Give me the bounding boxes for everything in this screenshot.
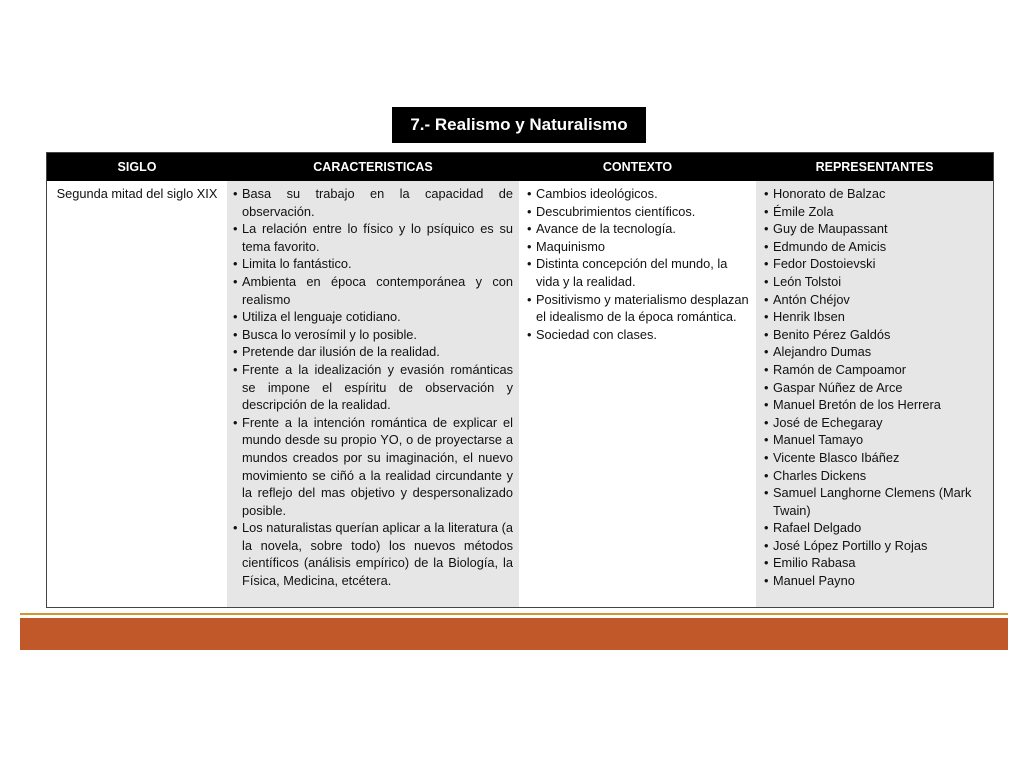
header-siglo: SIGLO [117, 160, 157, 174]
slide-title: 7.- Realismo y Naturalismo [392, 107, 646, 143]
representante-item: • Manuel Bretón de los Herrera [764, 396, 987, 414]
caracteristica-item: • Utiliza el lenguaje cotidiano. [233, 308, 513, 326]
representante-item: • Manuel Tamayo [764, 431, 987, 449]
caracteristica-item: • Limita lo fantástico. [233, 255, 513, 273]
representante-item: • Guy de Maupassant [764, 220, 987, 238]
representante-item: • Benito Pérez Galdós [764, 326, 987, 344]
contexto-item: • Positivismo y materialismo desplazan el idealismo de la época romántica. [527, 291, 750, 326]
representante-item: • Manuel Payno [764, 572, 987, 590]
representantes-list [764, 185, 987, 590]
representante-item: • Ramón de Campoamor [764, 361, 987, 379]
representante-item: • Rafael Delgado [764, 519, 987, 537]
caracteristica-item: • Pretende dar ilusión de la realidad. [233, 343, 513, 361]
contexto-item: • Sociedad con clases. [527, 326, 750, 344]
footer-accent-line [20, 613, 1008, 615]
header-caracteristicas: CARACTERISTICAS [313, 160, 433, 174]
comparison-table [46, 152, 994, 608]
cell-representantes [756, 181, 993, 607]
caracteristica-item: • Frente a la intención romántica de explicar el mundo desde su propio YO, o de proyectarse a mundos creados por su imaginación, el nuevo movimiento se ciñó a la realidad circundante y la reflejo del mas objetivo y despersonalizado posible. [233, 414, 513, 520]
header-representantes: REPRESENTANTES [815, 160, 934, 174]
footer-band [20, 618, 1008, 650]
representante-item: • José López Portillo y Rojas [764, 537, 987, 555]
table-header-row [47, 153, 993, 181]
representante-item: • Vicente Blasco Ibáñez [764, 449, 987, 467]
cell-contexto [519, 181, 756, 607]
header-contexto: CONTEXTO [602, 160, 673, 174]
siglo-text: Segunda mitad del siglo XIX [56, 186, 218, 201]
representante-item: • Emilio Rabasa [764, 554, 987, 572]
caracteristica-item: • La relación entre lo físico y lo psíquico es su tema favorito. [233, 220, 513, 255]
caracteristica-item: • Ambienta en época contemporánea y con realismo [233, 273, 513, 308]
representante-item: • Alejandro Dumas [764, 343, 987, 361]
representante-item: • Henrik Ibsen [764, 308, 987, 326]
contexto-item: • Maquinismo [527, 238, 750, 256]
representante-item: • Samuel Langhorne Clemens (Mark Twain) [764, 484, 987, 519]
caracteristica-item: • Frente a la idealización y evasión románticas se impone el espíritu de observación y descripción de la realidad. [233, 361, 513, 414]
representante-item: • Edmundo de Amicis [764, 238, 987, 256]
representante-item: • Émile Zola [764, 203, 987, 221]
contexto-list [527, 185, 750, 343]
contexto-item: • Descubrimientos científicos. [527, 203, 750, 221]
caracteristica-item: • Basa su trabajo en la capacidad de observación. [233, 185, 513, 220]
contexto-item: • Distinta concepción del mundo, la vida y la realidad. [527, 255, 750, 290]
caracteristica-item: • Los naturalistas querían aplicar a la literatura (a la novela, sobre todo) los nuevos métodos científicos (análisis empírico) de la Biología, la Física, Medicina, etcétera. [233, 519, 513, 589]
representante-item: • Fedor Dostoievski [764, 255, 987, 273]
caracteristicas-list [233, 185, 513, 590]
representante-item: • León Tolstoi [764, 273, 987, 291]
representante-item: • Antón Chéjov [764, 291, 987, 309]
representante-item: • Charles Dickens [764, 467, 987, 485]
contexto-item: • Cambios ideológicos. [527, 185, 750, 203]
cell-caracteristicas [227, 181, 519, 607]
representante-item: • Gaspar Núñez de Arce [764, 379, 987, 397]
caracteristica-item: • Busca lo verosímil y lo posible. [233, 326, 513, 344]
representante-item: • José de Echegaray [764, 414, 987, 432]
representante-item: • Honorato de Balzac [764, 185, 987, 203]
contexto-item: • Avance de la tecnología. [527, 220, 750, 238]
cell-siglo [47, 181, 227, 607]
